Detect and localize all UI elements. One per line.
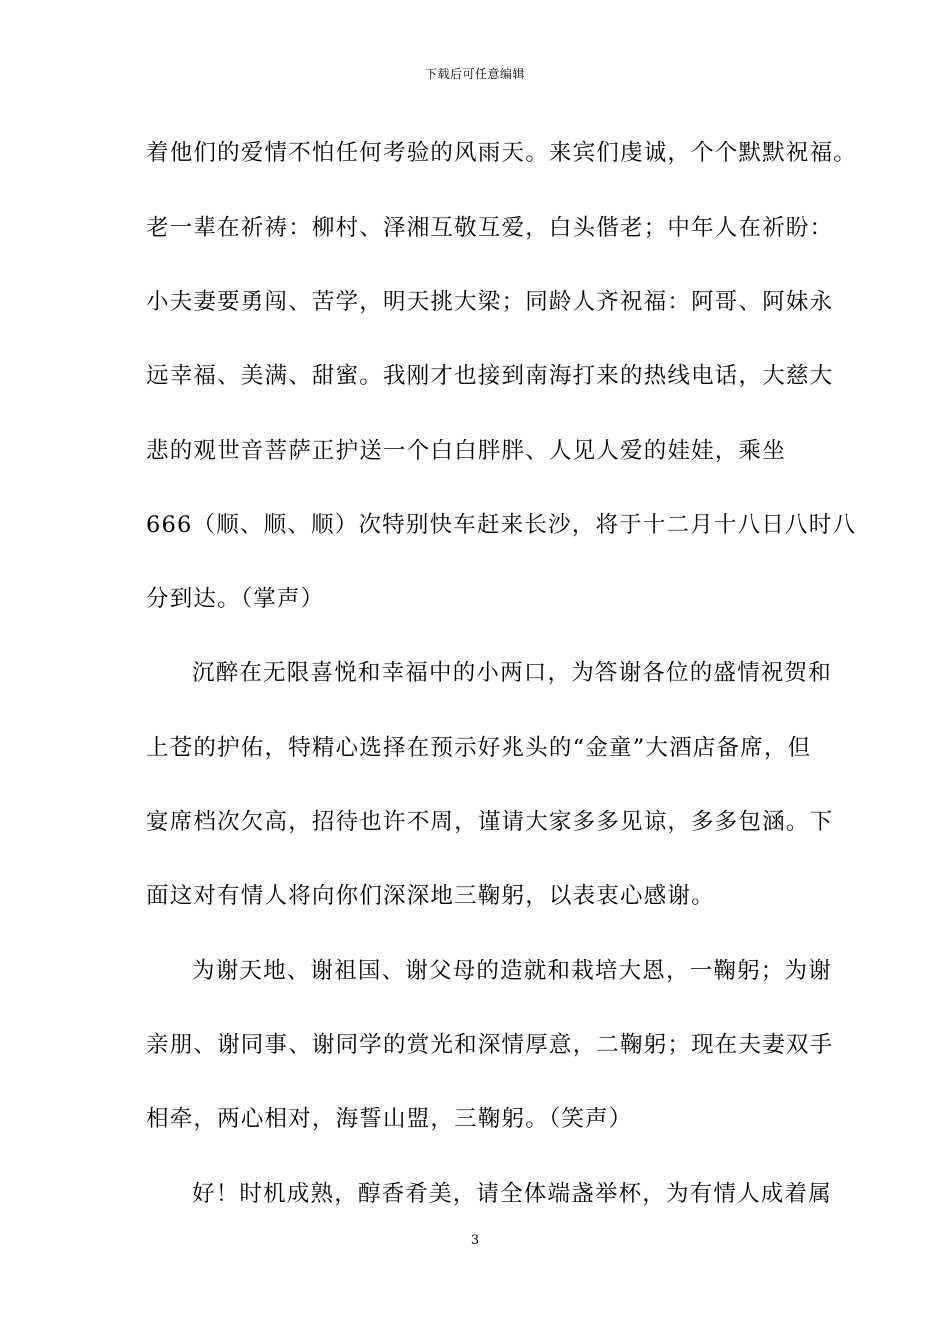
paragraph-first-line: 沉醉在无限喜悦和幸福中的小两口，为答谢各位的盛情祝贺和 [192, 660, 832, 686]
text-line: 远幸福、美满、甜蜜。我刚才也接到南海打来的热线电话，大慈大 [146, 363, 834, 389]
text-line: 666（顺、顺、顺）次特别快车赶来长沙，将于十二月十八日八时八 [146, 512, 857, 538]
text-line: 亲朋、谢同事、谢同学的赏光和深情厚意，二鞠躬；现在夫妻双手 [146, 1032, 834, 1058]
paragraph-first-line: 好！时机成熟，醇香肴美，请全体端盏举杯，为有情人成着属 [192, 1181, 832, 1207]
text-line: 上苍的护佑，特精心选择在预示好兆头的“金童”大酒店备席，但 [146, 735, 812, 761]
text-line: 小夫妻要勇闯、苦学，明天挑大梁；同龄人齐祝福：阿哥、阿妹永 [146, 289, 834, 315]
text-line: 着他们的爱情不怕任何考验的风雨天。来宾们虔诚，个个默默祝福。 [146, 140, 858, 166]
text-line: 宴席档次欠高，招待也许不周，谨请大家多多见谅，多多包涵。下 [146, 809, 834, 835]
page-header: 下载后可任意编辑 [424, 67, 525, 81]
text-line: 老一辈在祈祷：柳村、泽湘互敬互爱，白头偕老；中年人在祈盼： [146, 215, 834, 241]
text-line: 相牵，两心相对，海誓山盟，三鞠躬。（笑声） [146, 1106, 633, 1132]
page-number: 3 [470, 1233, 480, 1248]
text-line: 悲的观世音菩萨正护送一个白白胖胖、人见人爱的娃娃，乘坐 [146, 438, 786, 464]
text-line: 分到达。（掌声） [146, 586, 325, 612]
text-line: 面这对有情人将向你们深深地三鞠躬，以表衷心感谢。 [146, 883, 715, 909]
paragraph-first-line: 为谢天地、谢祖国、谢父母的造就和栽培大恩，一鞠躬；为谢 [192, 958, 832, 984]
